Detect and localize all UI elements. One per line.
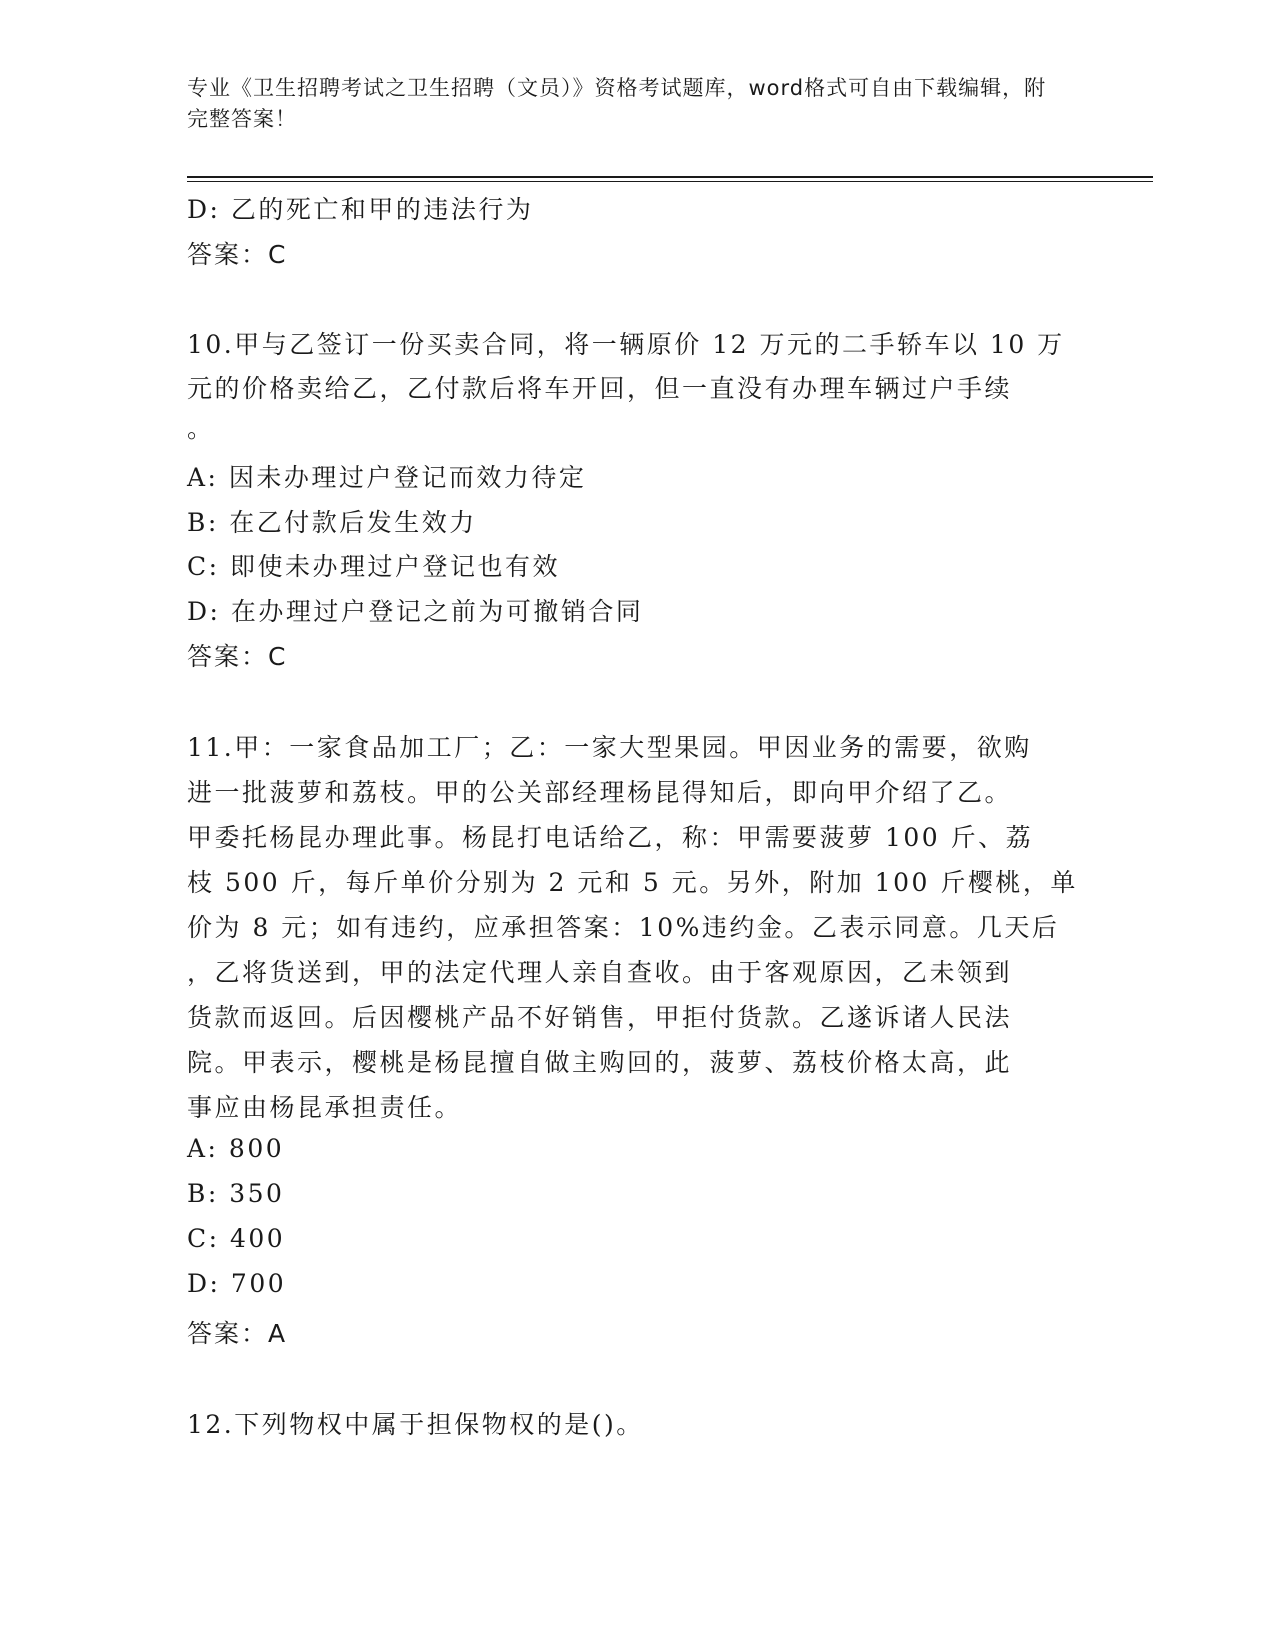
q10-stem-line-2: 元的价格卖给乙，乙付款后将车开回，但一直没有办理车辆过户手续	[187, 374, 1013, 403]
q11-stem-line-6: ，乙将货送到，甲的法定代理人亲自查收。由于客观原因，乙未领到	[187, 958, 1013, 987]
q11-stem-line-2: 进一批菠萝和荔枝。甲的公关部经理杨昆得知后，即向甲介绍了乙。	[187, 778, 1013, 807]
q10-option-a: A: 因未办理过户登记而效力待定	[187, 463, 587, 492]
q9-answer: 答案：C	[187, 240, 288, 269]
header-divider-thin	[187, 181, 1153, 182]
q11-option-d: D: 700	[187, 1269, 287, 1298]
q11-option-b: B: 350	[187, 1179, 285, 1208]
q11-stem-line-8: 院。甲表示，樱桃是杨昆擅自做主购回的，菠萝、荔枝价格太高，此	[187, 1048, 1013, 1077]
q10-stem-line-1: 10.甲与乙签订一份买卖合同，将一辆原价 12 万元的二手轿车以 10 万	[187, 330, 1065, 359]
q10-answer: 答案：C	[187, 642, 288, 671]
document-header: 专业《卫生招聘考试之卫生招聘（文员）》资格考试题库，word格式可自由下载编辑，附完整答案！	[187, 76, 1047, 131]
q11-option-a: A: 800	[187, 1134, 285, 1163]
q11-stem-line-5: 价为 8 元；如有违约，应承担答案：10%违约金。乙表示同意。几天后	[187, 913, 1060, 942]
q11-answer: 答案：A	[187, 1319, 288, 1348]
header-divider	[187, 176, 1153, 178]
q11-stem-line-7: 货款而返回。后因樱桃产品不好销售，甲拒付货款。乙遂诉诸人民法	[187, 1003, 1013, 1032]
q11-stem-line-9: 事应由杨昆承担责任。	[187, 1093, 463, 1122]
q11-stem-line-4: 枝 500 斤，每斤单价分别为 2 元和 5 元。另外，附加 100 斤樱桃，单	[187, 868, 1078, 897]
q10-stem-line-3: 。	[187, 414, 215, 443]
q10-option-d: D: 在办理过户登记之前为可撤销合同	[187, 597, 644, 626]
q10-option-c: C: 即使未办理过户登记也有效	[187, 552, 560, 581]
q11-stem-line-1: 11.甲：一家食品加工厂；乙：一家大型果园。甲因业务的需要，欲购	[187, 733, 1032, 762]
q11-option-c: C: 400	[187, 1224, 286, 1253]
q10-option-b: B: 在乙付款后发生效力	[187, 508, 477, 537]
q9-option-d: D: 乙的死亡和甲的违法行为	[187, 195, 534, 224]
q12-stem: 12.下列物权中属于担保物权的是()。	[187, 1410, 644, 1439]
q11-stem-line-3: 甲委托杨昆办理此事。杨昆打电话给乙，称：甲需要菠萝 100 斤、荔	[187, 823, 1034, 852]
